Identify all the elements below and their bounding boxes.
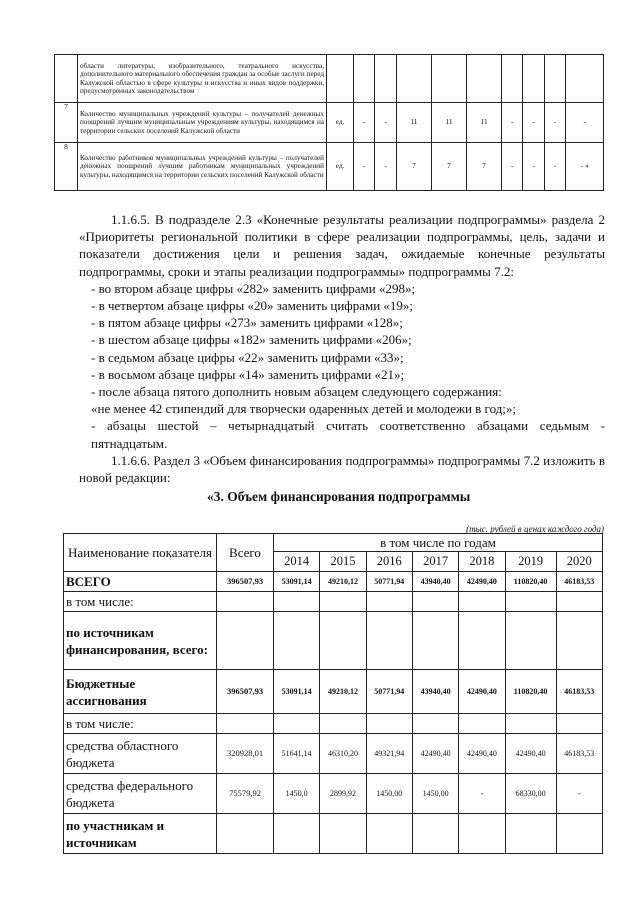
amendment-item: - в восьмом абзаце цифры «14» заменить цифрами «21»; — [91, 366, 405, 382]
year-value — [320, 592, 366, 612]
indicator-value: - — [523, 143, 544, 191]
year-header: 2018 — [459, 552, 505, 572]
year-value: 53091,14 — [274, 572, 320, 592]
header-total: Всего — [217, 534, 274, 572]
indicator-value: 11 — [396, 103, 431, 143]
row-total: 75579,92 — [217, 774, 274, 814]
year-value — [505, 612, 556, 670]
amendment-item: - в седьмом абзаце цифры «22» заменить цифрами «33»; — [91, 349, 404, 365]
row-name: средства федерального бюджета — [64, 774, 217, 814]
indicator-value: - — [544, 103, 565, 143]
year-value: 49321,94 — [366, 734, 412, 774]
amendment-item: - в пятом абзаце цифры «273» заменить цифрами «128»; — [91, 315, 403, 331]
row-number — [55, 55, 78, 103]
indicator-value — [523, 55, 544, 103]
year-value — [556, 592, 602, 612]
unit-note: (тыс. рублей в ценах каждого года) — [466, 524, 604, 534]
indicator-value: - » — [566, 143, 604, 191]
amendment-item: - после абзаца пятого дополнить новым абзацем следующего содержания: — [91, 384, 502, 400]
year-value — [556, 612, 602, 670]
indicator-row — [55, 55, 604, 103]
year-value: 42490,40 — [459, 734, 505, 774]
year-value: 51641,14 — [274, 734, 320, 774]
year-value — [366, 714, 412, 734]
year-value: 50771,94 — [366, 670, 412, 714]
row-total — [217, 612, 274, 670]
row-name: по участникам и источникам — [64, 814, 217, 854]
row-number: 8 — [55, 143, 78, 191]
year-value — [366, 592, 412, 612]
indicator-value — [431, 55, 466, 103]
year-value: 43940,40 — [412, 572, 458, 592]
indicators-table — [54, 54, 604, 191]
year-value — [274, 612, 320, 670]
indicator-description: области литературы, изобразительного, театрального искусства, дополнительного материального обеспечения граждан за особые заслуги перед Калужской областью в сфере культуры и искусства и иных видов поддержки, предусмотренных законодательством — [78, 55, 327, 103]
row-total: 396507,93 — [217, 670, 274, 714]
finance-row — [64, 774, 603, 814]
year-value: 42490,40 — [412, 734, 458, 774]
indicator-value: - — [354, 143, 375, 191]
finance-row — [64, 814, 603, 854]
year-value — [505, 814, 556, 854]
year-value: - — [556, 774, 602, 814]
year-value: 49210,12 — [320, 572, 366, 592]
amendment-item: - в четвертом абзаце цифры «20» заменить цифрами «19»; — [91, 298, 414, 314]
indicator-value: 11 — [431, 103, 466, 143]
year-value — [505, 592, 556, 612]
header-name: Наименование показателя — [64, 534, 217, 572]
year-value: 1450,00 — [366, 774, 412, 814]
finance-row — [64, 734, 603, 774]
indicator-row — [55, 103, 604, 143]
year-header: 2019 — [505, 552, 556, 572]
quoted-insertion: «не менее 42 стипендий для творчески одаренных детей и молодежи в год;»; — [91, 401, 517, 417]
finance-table — [63, 533, 603, 854]
year-value: 42490,40 — [459, 572, 505, 592]
indicator-value — [544, 55, 565, 103]
finance-row — [64, 714, 603, 734]
year-header: 2020 — [556, 552, 602, 572]
indicator-description: Количество работников муниципальных учреждений культуры – получателей денежных поощрений лучшим работникам муниципальных учреждений культуры, находящимся на территории сельских поселений Калужской области — [78, 143, 327, 191]
year-value: 1450,00 — [412, 774, 458, 814]
row-total: 396507,93 — [217, 572, 274, 592]
year-value: 1450,0 — [274, 774, 320, 814]
row-total — [217, 814, 274, 854]
finance-row — [64, 572, 603, 592]
year-value — [412, 714, 458, 734]
indicator-unit: ед. — [327, 143, 354, 191]
year-value — [366, 814, 412, 854]
indicator-description: Количество муниципальных учреждений культуры – получателей денежных поощрений лучшим муниципальным учреждениям культуры, находящимся на территории сельских поселений Калужской области — [78, 103, 327, 143]
paragraph-1-1-6-6: 1.1.6.6. Раздел 3 «Объем финансирования подпрограммы» подпрограммы 7.2 изложить в новой редакции: — [79, 452, 605, 486]
year-value: 43940,40 — [412, 670, 458, 714]
row-name: по источникам финансирования, всего: — [64, 612, 217, 670]
row-name: средства областного бюджета — [64, 734, 217, 774]
indicator-value: - — [375, 143, 396, 191]
year-value: 110820,40 — [505, 572, 556, 592]
indicator-value: - — [566, 103, 604, 143]
year-value — [556, 714, 602, 734]
indicator-value — [501, 55, 522, 103]
row-total: 320928,01 — [217, 734, 274, 774]
year-value: 53091,14 — [274, 670, 320, 714]
amendment-item: - во втором абзаце цифры «282» заменить цифрами «298»; — [91, 280, 416, 296]
indicator-value — [375, 55, 396, 103]
year-value: 42490,40 — [505, 734, 556, 774]
year-value — [556, 814, 602, 854]
year-value: 46183,53 — [556, 670, 602, 714]
year-value: 46183,53 — [556, 572, 602, 592]
row-total — [217, 592, 274, 612]
indicator-unit — [327, 55, 354, 103]
year-value — [505, 714, 556, 734]
indicator-value: 7 — [466, 143, 501, 191]
year-value: 68330,00 — [505, 774, 556, 814]
finance-row — [64, 612, 603, 670]
indicator-value: - — [375, 103, 396, 143]
year-value: 49210,12 — [320, 670, 366, 714]
year-value — [412, 592, 458, 612]
finance-row — [64, 670, 603, 714]
year-value — [412, 612, 458, 670]
year-value — [274, 814, 320, 854]
year-value — [412, 814, 458, 854]
indicator-value — [566, 55, 604, 103]
row-name: ВСЕГО — [64, 572, 217, 592]
row-name: в том числе: — [64, 714, 217, 734]
indicator-row — [55, 143, 604, 191]
year-header: 2015 — [320, 552, 366, 572]
year-value: 50771,94 — [366, 572, 412, 592]
indicator-value: 7 — [431, 143, 466, 191]
amendment-item: - абзацы шестой – четырнадцатый считать соответственно абзацами седьмым - пятнадцатым. — [91, 418, 605, 451]
row-name: Бюджетные ассигнования — [64, 670, 217, 714]
year-value: - — [459, 774, 505, 814]
year-header: 2017 — [412, 552, 458, 572]
year-value — [320, 714, 366, 734]
year-value — [459, 714, 505, 734]
paragraph-1-1-6-5: 1.1.6.5. В подразделе 2.3 «Конечные результаты реализации подпрограммы» раздела 2 «Приоритеты региональной политики в сфере реализации подпрограммы, цель, задачи и показатели достижения цели и решения задач, ожидаемые конечные результаты подпрограммы, сроки и этапы реализации подпрограммы» подпрограммы 7.2: — [79, 212, 605, 279]
row-total — [217, 714, 274, 734]
amendment-text — [79, 211, 605, 486]
row-name: в том числе: — [64, 592, 217, 612]
indicator-value: 7 — [396, 143, 431, 191]
indicator-unit: ед. — [327, 103, 354, 143]
year-header: 2016 — [366, 552, 412, 572]
row-number: 7 — [55, 103, 78, 143]
indicator-value: - — [501, 103, 522, 143]
year-value — [274, 714, 320, 734]
year-value — [320, 814, 366, 854]
year-value: 46310,20 — [320, 734, 366, 774]
year-header: 2014 — [274, 552, 320, 572]
section-heading: «3. Объем финансирования подпрограммы — [207, 489, 471, 504]
year-value — [320, 612, 366, 670]
year-value: 46183,53 — [556, 734, 602, 774]
indicator-value — [354, 55, 375, 103]
year-value — [459, 612, 505, 670]
header-years-group: в том числе по годам — [274, 534, 603, 552]
indicator-value — [466, 55, 501, 103]
indicator-value: - — [544, 143, 565, 191]
year-value — [459, 814, 505, 854]
indicator-value: - — [523, 103, 544, 143]
year-value — [459, 592, 505, 612]
year-value — [366, 612, 412, 670]
year-value — [274, 592, 320, 612]
indicator-value: - — [501, 143, 522, 191]
year-value: 2899,92 — [320, 774, 366, 814]
finance-row — [64, 592, 603, 612]
year-value: 110820,40 — [505, 670, 556, 714]
indicator-value — [396, 55, 431, 103]
amendment-item: - в шестом абзаце цифры «182» заменить цифрами «206»; — [91, 332, 412, 348]
year-value: 42490,40 — [459, 670, 505, 714]
indicator-value: - — [354, 103, 375, 143]
indicator-value: 11 — [466, 103, 501, 143]
